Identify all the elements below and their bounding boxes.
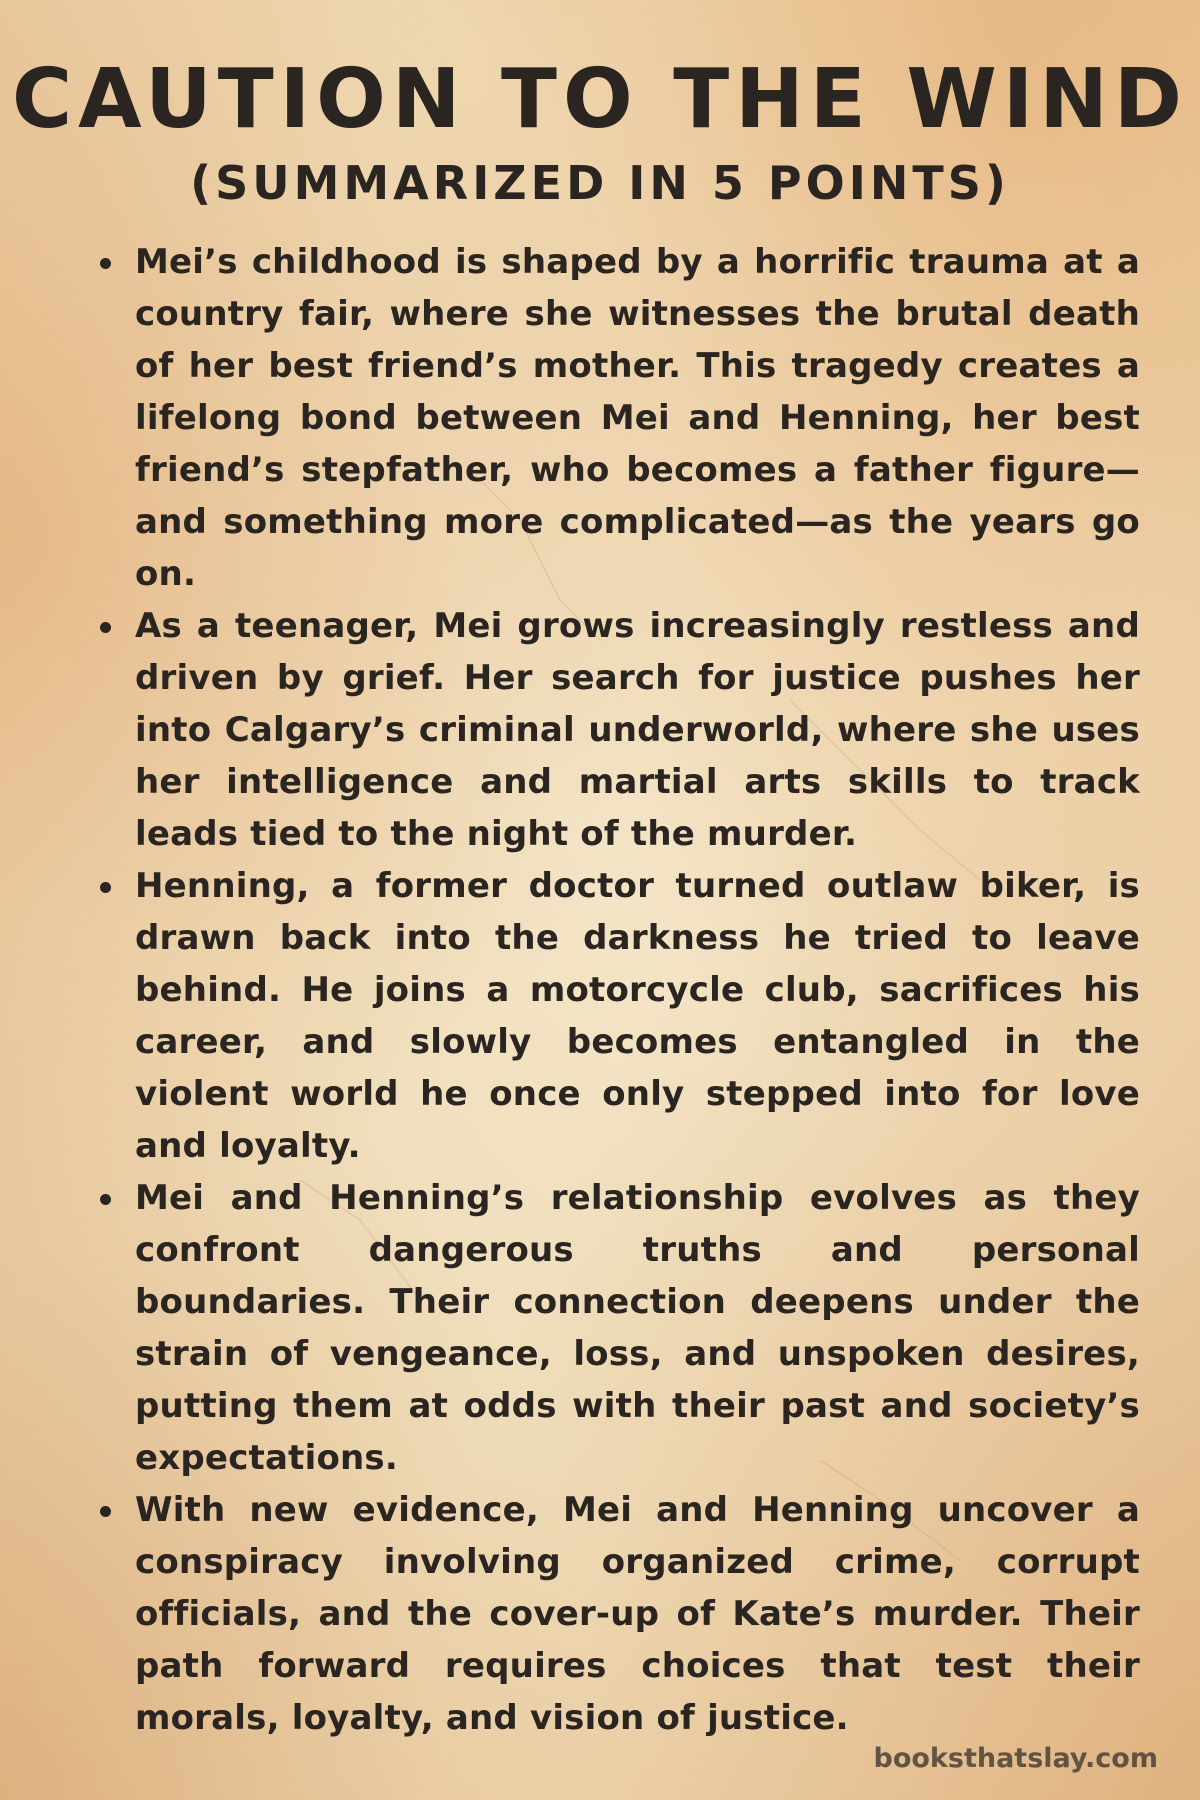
summary-point — [100, 1172, 1140, 1484]
bullet-icon — [100, 1506, 111, 1517]
summary-point — [100, 860, 1140, 1172]
summary-point-text: As a teenager, Mei grows increasingly restless and driven by grief. Her search for justice pushes her into Calgary’s criminal underworld, where she uses her intelligence and martial arts skills to track leads tied to the night of the murder. — [135, 606, 1140, 854]
bullet-icon — [100, 622, 111, 633]
page-subtitle: (SUMMARIZED IN 5 POINTS) — [190, 156, 1010, 210]
summary-point — [100, 236, 1140, 600]
site-watermark: booksthatslay.com — [873, 1743, 1158, 1774]
summary-point-text: Mei and Henning’s relationship evolves as they confront dangerous truths and personal boundaries. Their connection deepens under the strain of vengeance, loss, and unspoken desires, putting them at odds with their past and society’s expectations. — [135, 1178, 1140, 1478]
summary-point — [100, 1484, 1140, 1744]
page-title: CAUTION TO THE WIND — [12, 52, 1188, 147]
summary-point-text: With new evidence, Mei and Henning uncover a conspiracy involving organized crime, corrupt officials, and the cover-up of Kate’s murder. Their path forward requires choices that test their morals, loyalty, and vision of justice. — [135, 1490, 1140, 1738]
summary-points-list — [100, 236, 1140, 1744]
summary-point-text: Mei’s childhood is shaped by a horrific trauma at a country fair, where she witnesses the brutal death of her best friend’s mother. This tragedy creates a lifelong bond between Mei and Henning, her best friend’s stepfather, who becomes a father figure—and something more complicated—as the years go on. — [135, 242, 1140, 594]
bullet-icon — [100, 1194, 111, 1205]
bullet-icon — [100, 882, 111, 893]
summary-point — [100, 600, 1140, 860]
bullet-icon — [100, 258, 111, 269]
summary-point-text: Henning, a former doctor turned outlaw biker, is drawn back into the darkness he tried to leave behind. He joins a motorcycle club, sacrifices his career, and slowly becomes entangled in the violent world he once only stepped into for love and loyalty. — [135, 866, 1140, 1166]
